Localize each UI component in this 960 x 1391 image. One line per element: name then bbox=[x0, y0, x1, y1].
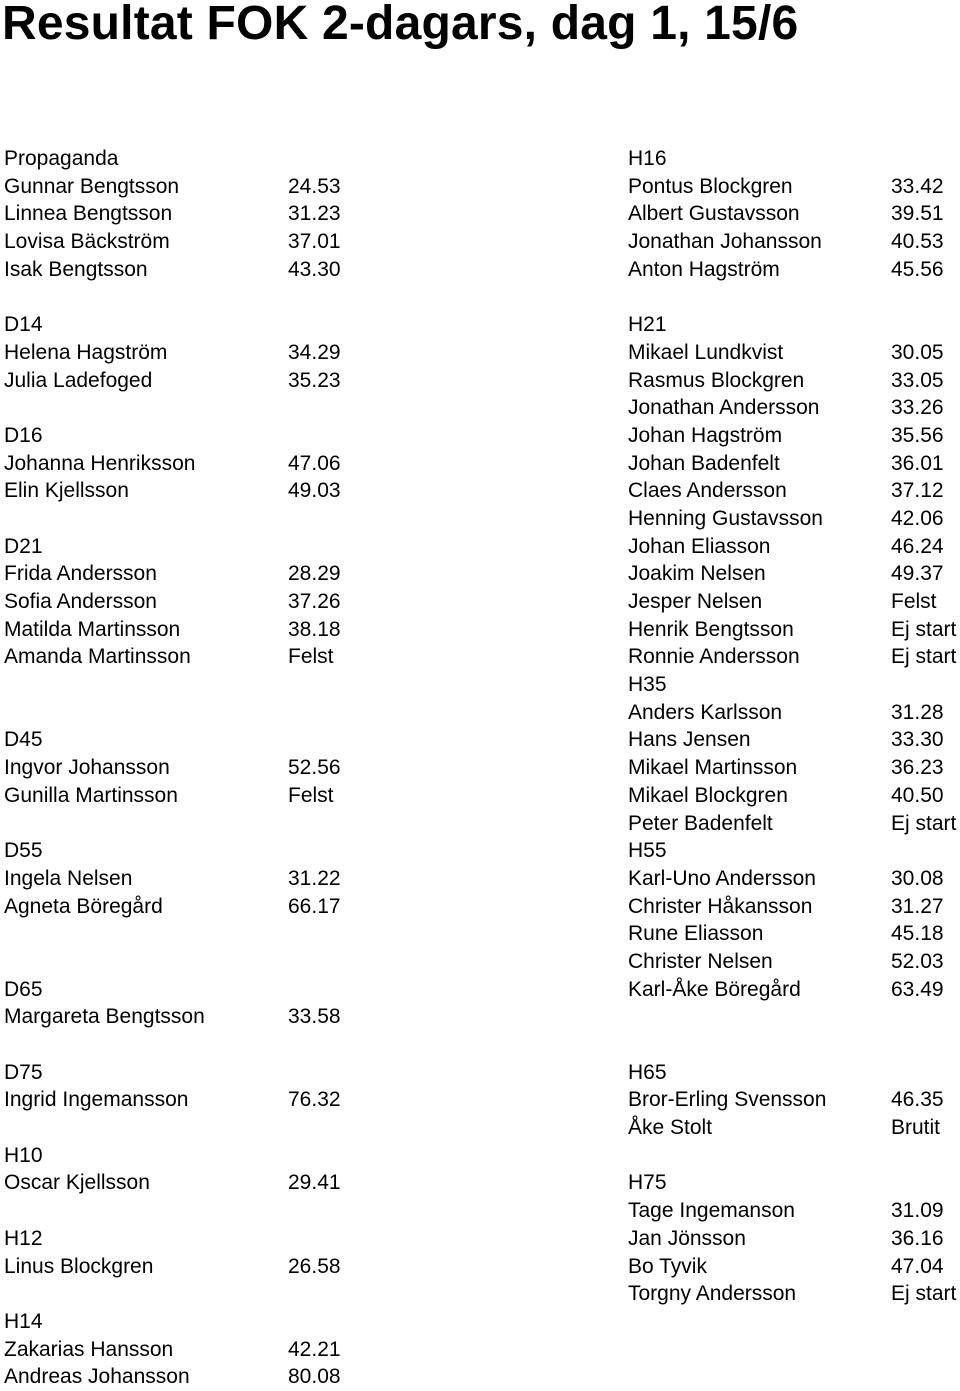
runner-name: Torgny Andersson bbox=[628, 1282, 797, 1306]
result-row bbox=[628, 367, 960, 395]
result-row bbox=[628, 754, 960, 782]
runner-result: 31.28 bbox=[891, 700, 944, 724]
result-row bbox=[4, 865, 344, 893]
runner-result: Felst bbox=[891, 590, 937, 613]
runner-result: 33.26 bbox=[891, 396, 944, 420]
class-group bbox=[4, 533, 344, 671]
result-row bbox=[4, 1003, 344, 1031]
result-row bbox=[4, 782, 344, 810]
runner-result: 66.17 bbox=[288, 894, 341, 918]
runner-result: 33.58 bbox=[288, 1005, 341, 1029]
runner-name: Åke Stolt bbox=[628, 1116, 713, 1140]
runner-result: 33.30 bbox=[891, 728, 944, 752]
runner-name: Peter Badenfelt bbox=[628, 811, 773, 835]
runner-name: Bo Tyvik bbox=[628, 1254, 707, 1278]
result-row bbox=[628, 1225, 960, 1253]
result-row bbox=[628, 976, 960, 1004]
blank-line bbox=[628, 283, 960, 311]
result-row bbox=[628, 616, 960, 644]
runner-result: 40.53 bbox=[891, 230, 944, 254]
runner-result: 31.22 bbox=[288, 866, 341, 890]
result-row bbox=[4, 1336, 344, 1364]
runner-name: Ingela Nelsen bbox=[4, 866, 133, 890]
class-heading bbox=[4, 1308, 344, 1336]
runner-result: 28.29 bbox=[288, 562, 341, 586]
class-heading bbox=[4, 533, 344, 561]
class-group bbox=[628, 145, 960, 283]
class-name: H65 bbox=[628, 1060, 667, 1084]
class-name: H55 bbox=[628, 839, 667, 863]
result-row bbox=[4, 173, 344, 201]
class-name: H16 bbox=[628, 147, 667, 170]
runner-result: 46.35 bbox=[891, 1088, 944, 1112]
result-row bbox=[628, 228, 960, 256]
runner-result: 47.04 bbox=[891, 1254, 944, 1278]
runner-name: Oscar Kjellsson bbox=[4, 1171, 150, 1195]
result-row bbox=[628, 948, 960, 976]
runner-name: Claes Andersson bbox=[628, 479, 787, 503]
runner-name: Frida Andersson bbox=[4, 562, 157, 586]
runner-name: Albert Gustavsson bbox=[628, 202, 800, 226]
runner-name: Jesper Nelsen bbox=[628, 590, 763, 613]
class-heading bbox=[4, 1059, 344, 1087]
result-row bbox=[4, 339, 344, 367]
result-row bbox=[4, 893, 344, 921]
runner-name: Johan Badenfelt bbox=[628, 451, 780, 475]
class-name: H35 bbox=[628, 673, 667, 697]
class-heading bbox=[4, 976, 344, 1004]
class-group bbox=[628, 837, 960, 1003]
runner-result: 35.23 bbox=[288, 368, 341, 392]
blank-line bbox=[4, 699, 344, 727]
class-group bbox=[628, 311, 960, 671]
blank-line bbox=[4, 1197, 344, 1225]
runner-result: 47.06 bbox=[288, 451, 341, 475]
runner-result: 30.08 bbox=[891, 866, 944, 890]
runner-result: 80.08 bbox=[288, 1365, 341, 1389]
result-row bbox=[628, 1253, 960, 1281]
runner-result: Ej start bbox=[891, 811, 957, 835]
runner-name: Mikael Lundkvist bbox=[628, 340, 784, 364]
result-row bbox=[628, 588, 960, 616]
runner-result: 49.03 bbox=[288, 479, 341, 503]
runner-result: 26.58 bbox=[288, 1254, 341, 1278]
runner-name: Elin Kjellsson bbox=[4, 479, 129, 503]
blank-line bbox=[4, 920, 344, 948]
class-name: D45 bbox=[4, 728, 43, 752]
runner-result: 31.23 bbox=[288, 202, 341, 226]
result-row bbox=[628, 394, 960, 422]
blank-line bbox=[628, 1003, 960, 1031]
result-row bbox=[628, 1280, 960, 1308]
class-group bbox=[628, 1169, 960, 1307]
class-name: Propaganda bbox=[4, 147, 119, 170]
class-group bbox=[628, 1059, 960, 1142]
page-title: Resultat FOK 2-dagars, dag 1, 15/6 bbox=[2, 0, 799, 50]
runner-name: Johanna Henriksson bbox=[4, 451, 196, 475]
runner-name: Lovisa Bäckström bbox=[4, 230, 170, 254]
runner-result: Brutit bbox=[891, 1116, 941, 1140]
runner-name: Jonathan Johansson bbox=[628, 230, 822, 254]
class-group bbox=[4, 311, 344, 394]
result-row bbox=[628, 865, 960, 893]
runner-name: Karl-Uno Andersson bbox=[628, 866, 816, 890]
runner-result: 49.37 bbox=[891, 562, 944, 586]
runner-name: Rune Eliasson bbox=[628, 922, 764, 946]
result-row bbox=[628, 477, 960, 505]
runner-name: Ingrid Ingemansson bbox=[4, 1088, 189, 1112]
result-row bbox=[4, 1169, 344, 1197]
runner-name: Tage Ingemanson bbox=[628, 1199, 795, 1223]
result-row bbox=[4, 228, 344, 256]
left-results-column bbox=[4, 145, 344, 1391]
class-name: D16 bbox=[4, 423, 43, 447]
runner-name: Mikael Blockgren bbox=[628, 783, 788, 807]
blank-line bbox=[4, 505, 344, 533]
runner-name: Helena Hagström bbox=[4, 340, 168, 364]
runner-name: Agneta Böregård bbox=[4, 894, 163, 918]
runner-result: 36.16 bbox=[891, 1226, 944, 1250]
class-name: H10 bbox=[4, 1143, 43, 1167]
runner-name: Jan Jönsson bbox=[628, 1226, 746, 1250]
runner-name: Johan Hagström bbox=[628, 423, 783, 447]
runner-result: 37.12 bbox=[891, 479, 944, 503]
runner-result: 63.49 bbox=[891, 977, 944, 1001]
runner-name: Gunilla Martinsson bbox=[4, 783, 178, 807]
result-row bbox=[4, 1253, 344, 1281]
runner-name: Pontus Blockgren bbox=[628, 174, 793, 198]
class-heading bbox=[4, 145, 344, 173]
runner-name: Hans Jensen bbox=[628, 728, 751, 752]
class-name: D21 bbox=[4, 534, 43, 558]
runner-name: Gunnar Bengtsson bbox=[4, 174, 180, 198]
result-row bbox=[628, 450, 960, 478]
blank-line bbox=[4, 1114, 344, 1142]
class-name: D75 bbox=[4, 1060, 43, 1084]
class-name: D14 bbox=[4, 313, 43, 337]
result-row bbox=[4, 367, 344, 395]
class-heading bbox=[4, 1142, 344, 1170]
class-group bbox=[4, 976, 344, 1031]
runner-result: Ej start bbox=[891, 617, 957, 641]
blank-line bbox=[4, 948, 344, 976]
result-row bbox=[4, 1086, 344, 1114]
runner-name: Julia Ladefoged bbox=[4, 368, 153, 392]
blank-line bbox=[4, 394, 344, 422]
class-group bbox=[4, 422, 344, 505]
runner-result: 34.29 bbox=[288, 340, 341, 364]
runner-result: 39.51 bbox=[891, 202, 944, 226]
result-row bbox=[628, 339, 960, 367]
runner-result: Ej start bbox=[891, 645, 957, 669]
class-heading bbox=[4, 1225, 344, 1253]
runner-name: Henrik Bengtsson bbox=[628, 617, 794, 641]
result-row bbox=[628, 560, 960, 588]
runner-name: Joakim Nelsen bbox=[628, 562, 766, 586]
result-row bbox=[628, 726, 960, 754]
runner-result: 45.18 bbox=[891, 922, 944, 946]
runner-result: 35.56 bbox=[891, 423, 944, 447]
runner-result: 52.56 bbox=[288, 756, 341, 780]
runner-name: Henning Gustavsson bbox=[628, 506, 823, 530]
runner-name: Amanda Martinsson bbox=[4, 645, 191, 669]
result-row bbox=[628, 505, 960, 533]
blank-line bbox=[4, 1031, 344, 1059]
class-group bbox=[4, 145, 344, 283]
runner-result: 46.24 bbox=[891, 534, 944, 558]
runner-name: Mikael Martinsson bbox=[628, 756, 798, 780]
runner-name: Anders Karlsson bbox=[628, 700, 783, 724]
runner-result: 31.09 bbox=[891, 1199, 944, 1223]
runner-result: 52.03 bbox=[891, 949, 944, 973]
result-row bbox=[628, 1197, 960, 1225]
runner-name: Sofia Andersson bbox=[4, 590, 157, 613]
result-row bbox=[4, 616, 344, 644]
runner-name: Rasmus Blockgren bbox=[628, 368, 805, 392]
runner-result: 43.30 bbox=[288, 257, 341, 281]
runner-result: 40.50 bbox=[891, 783, 944, 807]
right-results-column bbox=[628, 145, 960, 1308]
result-row bbox=[628, 810, 960, 838]
class-heading bbox=[628, 1059, 960, 1087]
result-row bbox=[4, 754, 344, 782]
result-row bbox=[4, 1363, 344, 1391]
result-row bbox=[4, 560, 344, 588]
runner-result: 33.42 bbox=[891, 174, 944, 198]
class-group bbox=[4, 1142, 344, 1197]
blank-line bbox=[4, 810, 344, 838]
runner-name: Andreas Johansson bbox=[4, 1365, 190, 1389]
class-name: H12 bbox=[4, 1226, 43, 1250]
class-heading bbox=[628, 837, 960, 865]
runner-name: Karl-Åke Böregård bbox=[628, 977, 801, 1001]
result-row bbox=[628, 643, 960, 671]
runner-result: Felst bbox=[288, 645, 334, 669]
runner-result: 38.18 bbox=[288, 617, 341, 641]
class-heading bbox=[628, 671, 960, 699]
class-heading bbox=[4, 837, 344, 865]
runner-result: 36.01 bbox=[891, 451, 944, 475]
runner-result: Ej start bbox=[891, 1282, 957, 1306]
result-row bbox=[628, 782, 960, 810]
runner-name: Isak Bengtsson bbox=[4, 257, 148, 281]
result-row bbox=[628, 920, 960, 948]
blank-line bbox=[4, 283, 344, 311]
class-group bbox=[4, 1308, 344, 1391]
result-row bbox=[4, 450, 344, 478]
result-row bbox=[628, 200, 960, 228]
class-heading bbox=[628, 145, 960, 173]
runner-name: Johan Eliasson bbox=[628, 534, 771, 558]
result-row bbox=[628, 699, 960, 727]
result-row bbox=[628, 422, 960, 450]
runner-name: Margareta Bengtsson bbox=[4, 1005, 205, 1029]
blank-line bbox=[4, 1280, 344, 1308]
result-row bbox=[628, 1086, 960, 1114]
runner-name: Matilda Martinsson bbox=[4, 617, 181, 641]
runner-result: 45.56 bbox=[891, 257, 944, 281]
class-group bbox=[4, 1059, 344, 1114]
runner-result: 30.05 bbox=[891, 340, 944, 364]
blank-line bbox=[628, 1031, 960, 1059]
result-row bbox=[628, 173, 960, 201]
runner-name: Ingvor Johansson bbox=[4, 756, 170, 780]
class-group bbox=[4, 726, 344, 809]
result-row bbox=[628, 1114, 960, 1142]
blank-line bbox=[628, 1142, 960, 1170]
runner-result: 33.05 bbox=[891, 368, 944, 392]
result-row bbox=[4, 200, 344, 228]
runner-name: Christer Nelsen bbox=[628, 949, 773, 973]
result-row bbox=[628, 893, 960, 921]
runner-result: 76.32 bbox=[288, 1088, 341, 1112]
result-row bbox=[4, 477, 344, 505]
class-name: H75 bbox=[628, 1171, 667, 1195]
class-name: H14 bbox=[4, 1309, 43, 1333]
runner-result: 24.53 bbox=[288, 174, 341, 198]
class-heading bbox=[628, 1169, 960, 1197]
result-row bbox=[4, 643, 344, 671]
result-row bbox=[628, 256, 960, 284]
result-row bbox=[4, 256, 344, 284]
class-name: D55 bbox=[4, 839, 43, 863]
class-name: H21 bbox=[628, 313, 667, 337]
runner-name: Anton Hagström bbox=[628, 257, 780, 281]
runner-result: Felst bbox=[288, 783, 334, 807]
runner-name: Linus Blockgren bbox=[4, 1254, 154, 1278]
runner-result: 31.27 bbox=[891, 894, 944, 918]
class-group bbox=[4, 1225, 344, 1280]
runner-name: Zakarias Hansson bbox=[4, 1337, 174, 1361]
blank-line bbox=[4, 671, 344, 699]
runner-result: 42.06 bbox=[891, 506, 944, 530]
class-heading bbox=[628, 311, 960, 339]
runner-result: 42.21 bbox=[288, 1337, 341, 1361]
runner-result: 37.26 bbox=[288, 590, 341, 613]
runner-name: Ronnie Andersson bbox=[628, 645, 800, 669]
runner-result: 37.01 bbox=[288, 230, 341, 254]
class-heading bbox=[4, 726, 344, 754]
class-heading bbox=[4, 311, 344, 339]
class-heading bbox=[4, 422, 344, 450]
runner-name: Linnea Bengtsson bbox=[4, 202, 173, 226]
runner-name: Christer Håkansson bbox=[628, 894, 813, 918]
class-group bbox=[4, 837, 344, 920]
class-name: D65 bbox=[4, 977, 43, 1001]
runner-result: 29.41 bbox=[288, 1171, 341, 1195]
result-row bbox=[628, 533, 960, 561]
runner-name: Jonathan Andersson bbox=[628, 396, 820, 420]
runner-name: Bror-Erling Svensson bbox=[628, 1088, 827, 1112]
result-row bbox=[4, 588, 344, 616]
runner-result: 36.23 bbox=[891, 756, 944, 780]
class-group bbox=[628, 671, 960, 837]
